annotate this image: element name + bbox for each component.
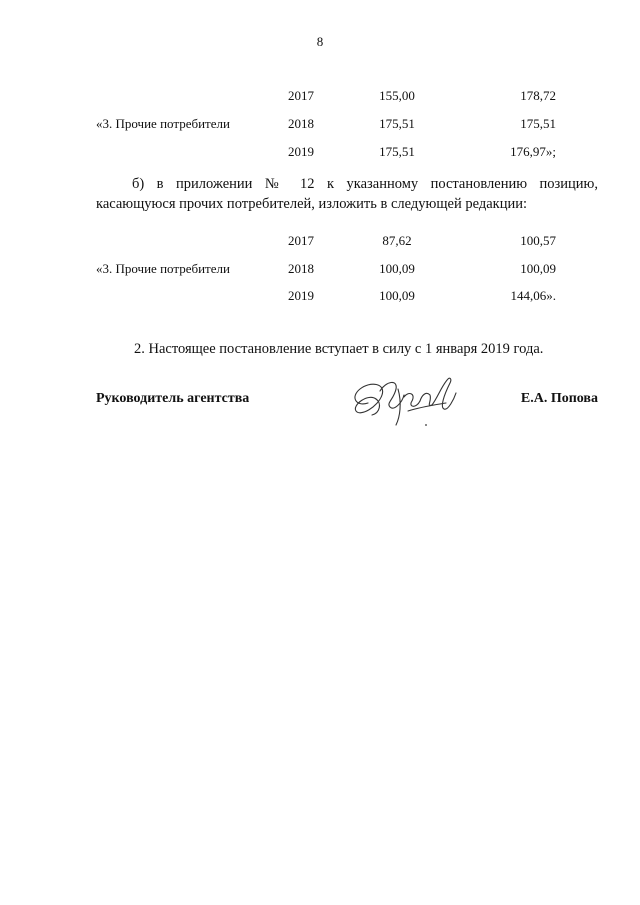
page-number: 8 — [316, 34, 324, 49]
table-a-value1: 155,00 — [379, 88, 415, 103]
table-b-year: 2019 — [288, 288, 314, 303]
table-b-year: 2018 — [288, 261, 314, 276]
table-a-row-label: «3. Прочие потребители — [96, 116, 230, 131]
handwritten-signature — [346, 373, 458, 429]
table-b-value1: 100,09 — [379, 261, 415, 276]
table-b-value2: 100,09 — [520, 261, 556, 276]
table-b-value2: 144,06». — [510, 288, 556, 303]
table-a-value1: 175,51 — [379, 144, 415, 159]
signatory-name: Е.А. Попова — [520, 391, 598, 406]
table-b-value1: 100,09 — [379, 288, 415, 303]
table-a-year: 2017 — [288, 88, 314, 103]
table-a-value2: 178,72 — [520, 88, 556, 103]
paragraph-b: б) в приложении № 12 к указанному постановлению позицию, касающуюся прочих потребителей, изложить в следующей редакции: — [96, 176, 598, 212]
table-a-year: 2018 — [288, 116, 314, 131]
table-a-value1: 175,51 — [379, 116, 415, 131]
table-b-year: 2017 — [288, 233, 314, 248]
table-b-value2: 100,57 — [520, 233, 556, 248]
table-b-value1: 87,62 — [382, 233, 412, 248]
table-a-value2: 175,51 — [520, 116, 556, 131]
table-a-year: 2019 — [288, 144, 314, 159]
paragraph-2: 2. Настоящее постановление вступает в силу с 1 января 2019 года. — [134, 341, 544, 357]
table-b-row-label: «3. Прочие потребители — [96, 261, 230, 276]
table-a-value2: 176,97»; — [510, 144, 556, 159]
signatory-position: Руководитель агентства — [96, 391, 250, 406]
